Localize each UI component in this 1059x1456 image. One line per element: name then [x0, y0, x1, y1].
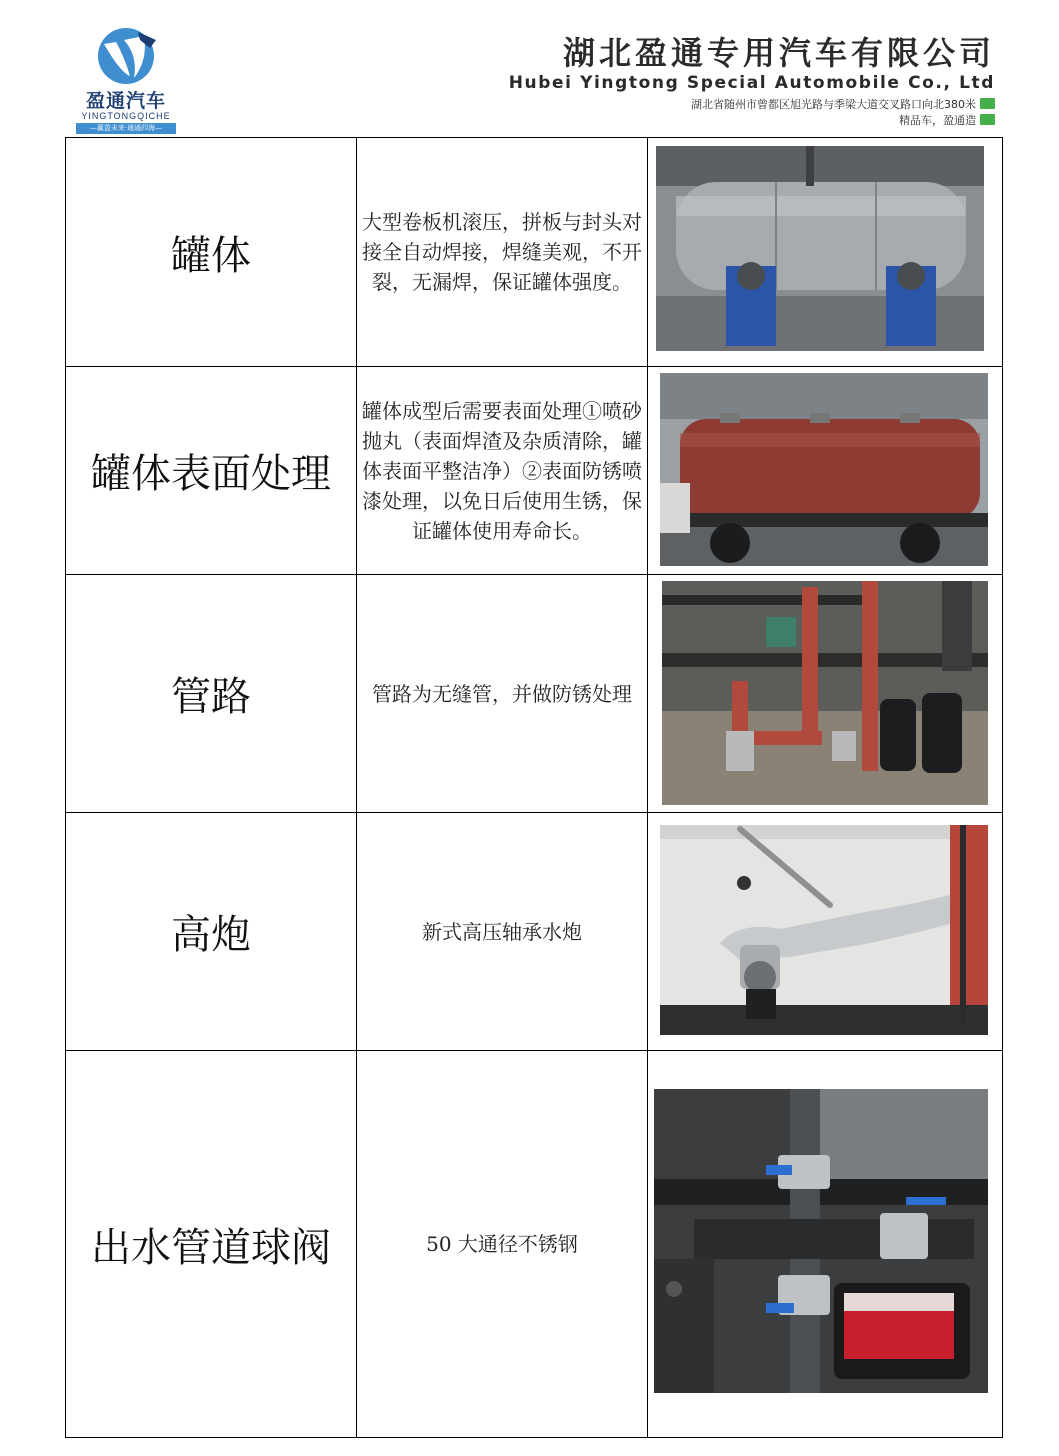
component-photo-ball-valve	[648, 1051, 1003, 1438]
logo-pinyin: YINGTONGQICHE	[81, 111, 171, 121]
company-address-line	[435, 97, 995, 113]
table-row	[66, 575, 1003, 813]
component-name: 罐体	[66, 138, 357, 367]
company-name-cn: 湖北盈通专用汽车有限公司	[562, 34, 995, 72]
table-row	[66, 367, 1003, 575]
component-name: 高炮	[66, 813, 357, 1051]
component-name: 管路	[66, 575, 357, 813]
logo-slogan: —赢盈未来·通通四海—	[76, 123, 176, 134]
company-slogan-line	[435, 113, 995, 129]
leaf-icon	[980, 114, 995, 125]
component-photo-pipes	[648, 575, 1003, 813]
table-row	[66, 1051, 1003, 1438]
company-name-en: Hubei Yingtong Special Automobile Co., Ltd	[508, 73, 995, 93]
component-photo-water-cannon	[648, 813, 1003, 1051]
company-slogan: 精品车，盈通造	[899, 114, 976, 127]
logo-mark-icon	[90, 26, 162, 86]
component-name: 出水管道球阀	[66, 1051, 357, 1438]
component-description: 罐体成型后需要表面处理①喷砂抛丸（表面焊渣及杂质清除，罐体表面平整洁净）②表面防锈喷漆处理，以免日后使用生锈，保证罐体使用寿命长。	[357, 367, 648, 575]
company-address: 湖北省随州市曾都区旭光路与季梁大道交叉路口向北380米	[691, 98, 976, 111]
water-cannon-photo	[660, 825, 988, 1035]
tank-surface-photo	[660, 373, 988, 566]
leaf-icon	[980, 98, 995, 109]
component-description: 新式高压轴承水炮	[357, 813, 648, 1051]
component-description: 大型卷板机滚压，拼板与封头对接全自动焊接，焊缝美观，不开裂，无漏焊，保证罐体强度。	[357, 138, 648, 367]
component-photo-welded-tank	[648, 138, 1003, 367]
component-name: 罐体表面处理	[66, 367, 357, 575]
company-header	[435, 34, 995, 129]
ball-valve-photo	[654, 1089, 988, 1393]
component-description: 管路为无缝管，并做防锈处理	[357, 575, 648, 813]
logo-text: 盈通汽车	[85, 90, 166, 112]
pipes-photo	[662, 581, 988, 805]
component-photo-primed-tank	[648, 367, 1003, 575]
company-logo	[70, 26, 182, 136]
component-description: 50 大通径不锈钢	[357, 1051, 648, 1438]
table-row	[66, 813, 1003, 1051]
spec-table	[65, 137, 1003, 1438]
table-row	[66, 138, 1003, 367]
tank-photo	[656, 146, 984, 351]
